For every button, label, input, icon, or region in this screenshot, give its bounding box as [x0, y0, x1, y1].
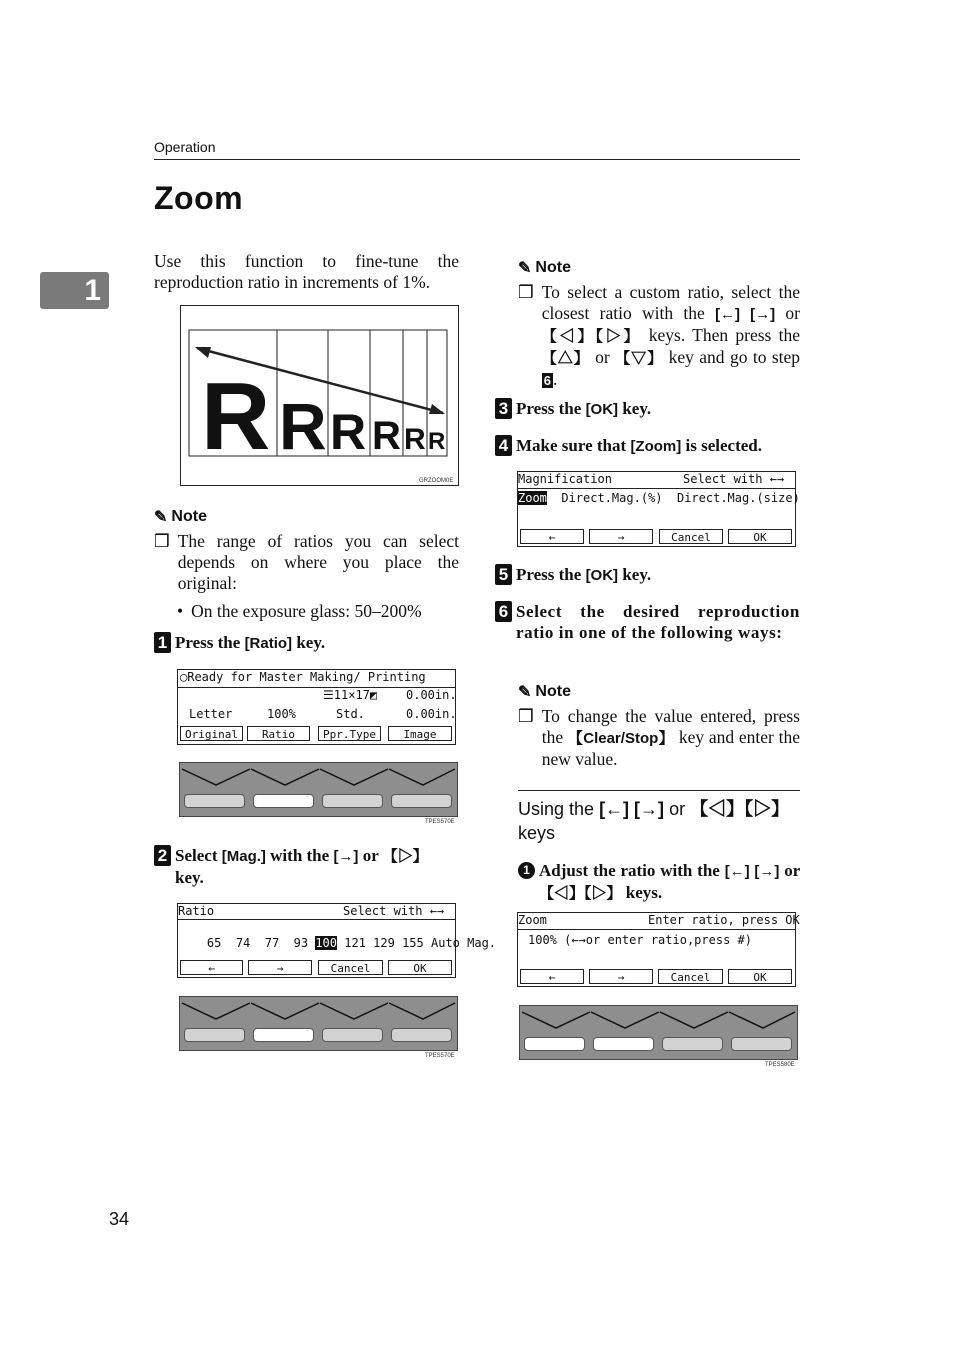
- subsection-title: Using the [←] [→] or 【◁】【▷】 keys: [518, 799, 790, 843]
- right-arrow-key: [→]: [333, 848, 359, 865]
- checkbox-icon: ❒: [518, 706, 534, 726]
- step-reference: 6: [543, 373, 551, 388]
- paper-icon: ☰: [323, 688, 334, 702]
- header-rule: [154, 159, 800, 160]
- ratio-button[interactable]: Ratio: [247, 726, 310, 741]
- step-number: 3: [495, 398, 512, 419]
- lcd-screen-1: ◯Ready for Master Making/ Printing ☰11×17◩ 0.00in. Letter 100% Std. 0.00in. Original Ratio Ppr.Type Image: [177, 669, 456, 745]
- paper-type-button[interactable]: Ppr.Type: [318, 726, 381, 741]
- step-4: 4 Make sure that [Zoom] is selected.: [495, 435, 800, 457]
- right-triangle-key: 【▷】: [382, 848, 428, 865]
- pencil-icon: ✎: [518, 684, 532, 701]
- r-letter-4: R: [372, 414, 401, 458]
- r-letter-2: R: [279, 389, 327, 463]
- left-arrow-button[interactable]: ←: [520, 529, 584, 544]
- page-number: 34: [109, 1209, 130, 1229]
- pencil-icon: ✎: [518, 260, 532, 277]
- selection-keys-panel-3: [519, 1005, 798, 1060]
- original-button[interactable]: Original: [180, 726, 243, 741]
- step-2: 2 Select [Mag.] with the [→] or 【▷】 key.: [154, 845, 459, 888]
- step-number: 1: [154, 632, 171, 653]
- ok-key: [OK]: [585, 401, 619, 418]
- step-number: 5: [495, 564, 512, 585]
- note-item: To change the value entered, press the 【Clear/Stop】 key and enter the new value.: [541, 706, 800, 769]
- selection-key-3[interactable]: [322, 1028, 383, 1042]
- direct-mag-percent-option[interactable]: Direct.Mag.(%): [561, 491, 663, 505]
- step-number: 2: [154, 845, 171, 866]
- left-arrow-button[interactable]: ←: [180, 960, 243, 975]
- right-arrow-button[interactable]: →: [589, 969, 653, 984]
- zoom-figure: [180, 305, 459, 486]
- subsection-rule: [518, 790, 800, 791]
- chapter-tab: 1: [40, 272, 109, 309]
- selection-key-4[interactable]: [731, 1037, 792, 1051]
- clear-stop-key: 【Clear/Stop】: [567, 730, 675, 747]
- step-3: 3 Press the [OK] key.: [495, 398, 800, 420]
- step-1: 1 Press the [Ratio] key.: [154, 632, 459, 654]
- note-label: Note: [171, 508, 207, 525]
- selection-key-3[interactable]: [322, 794, 383, 808]
- checkbox-icon: ❒: [518, 282, 534, 302]
- r-letter-3: R: [330, 404, 367, 460]
- selection-keys-panel-2: [179, 996, 458, 1051]
- selection-key-1[interactable]: [184, 1028, 245, 1042]
- tray-icon: ◩: [369, 688, 378, 702]
- panel-code-3: TPES580E: [765, 1062, 795, 1068]
- cancel-button[interactable]: Cancel: [659, 529, 723, 544]
- right-arrow-button[interactable]: →: [248, 960, 312, 975]
- lcd-screen-4: Zoom Enter ratio, press OK 100% (←→or enter ratio,press #) ← → Cancel OK: [517, 912, 796, 987]
- lcd-status: Ready for Master Making/ Printing: [187, 670, 426, 684]
- ratio-key: [Ratio]: [244, 635, 293, 652]
- r-letter-5: R: [404, 423, 426, 456]
- note-item: To select a custom ratio, select the closest ratio with the [←] [→] or 【◁】【▷】 keys. Then press the 【△】 or 【▽】 key and go to step 6 .: [541, 282, 801, 389]
- ratio-entry-field[interactable]: 100% (←→or enter ratio,press #): [528, 933, 752, 947]
- selection-key-4[interactable]: [391, 794, 452, 808]
- note-item: The range of ratios you can select depends on where you place the original:: [177, 531, 459, 593]
- selected-ratio: 100: [315, 936, 337, 950]
- ok-button[interactable]: OK: [388, 960, 452, 975]
- zoom-illustration: [181, 306, 458, 485]
- ok-button[interactable]: OK: [728, 969, 792, 984]
- pencil-icon: ✎: [154, 509, 168, 526]
- step-6: 6 Select the desired reproduction ratio in one of the following ways:: [495, 601, 800, 643]
- step-number: 4: [495, 435, 512, 456]
- selection-key-2[interactable]: [253, 794, 314, 808]
- lcd-screen-3: Magnification Select with ←→ Zoom Direct.Mag.(%) Direct.Mag.(size) ← → Cancel OK: [517, 471, 796, 547]
- note-block-2: [518, 258, 800, 391]
- panel-code-2: TPES570E: [425, 1053, 455, 1059]
- intro-paragraph: Use this function to fine-tune the reproduction ratio in increments of 1%.: [154, 251, 459, 292]
- note-label: Note: [535, 683, 571, 700]
- checkbox-icon: ❒: [154, 531, 170, 551]
- selection-key-2[interactable]: [593, 1037, 654, 1051]
- ok-key: [OK]: [585, 567, 619, 584]
- running-header: Operation: [154, 139, 216, 155]
- page-title: Zoom: [154, 180, 244, 216]
- selection-key-3[interactable]: [662, 1037, 723, 1051]
- substep-number: 1: [518, 862, 535, 879]
- note-bullet: On the exposure glass: 50–200%: [191, 601, 422, 621]
- lcd-screen-2: Ratio Select with ←→ 65 74 77 93 100 121 129 155 Auto Mag. ← → Cancel OK: [177, 903, 456, 978]
- step-number: 6: [495, 601, 512, 622]
- note-block-1: [154, 507, 459, 622]
- r-letter-6: R: [428, 428, 446, 455]
- selection-key-4[interactable]: [391, 1028, 452, 1042]
- cancel-button[interactable]: Cancel: [318, 960, 383, 975]
- selection-key-1[interactable]: [184, 794, 245, 808]
- image-button[interactable]: Image: [388, 726, 452, 741]
- selection-key-2[interactable]: [253, 1028, 314, 1042]
- left-arrow-button[interactable]: ←: [520, 969, 584, 984]
- hourglass-icon: ◯: [180, 670, 188, 684]
- direct-mag-size-option[interactable]: Direct.Mag.(size): [676, 491, 800, 505]
- right-arrow-button[interactable]: →: [589, 529, 653, 544]
- note-block-3: [518, 682, 800, 770]
- note-label: Note: [535, 259, 571, 276]
- mag-key: [Mag.]: [221, 848, 266, 865]
- big-r-letter: R: [201, 363, 271, 470]
- figure-code: GRZOOM0E: [419, 478, 454, 484]
- selection-key-1[interactable]: [524, 1037, 585, 1051]
- panel-code-1: TPES570E: [425, 819, 455, 825]
- substep-1: 1 Adjust the ratio with the [←] [→] or 【◁】【▷】 keys.: [518, 860, 800, 904]
- zoom-key: [Zoom]: [630, 438, 682, 455]
- step-5: 5 Press the [OK] key.: [495, 564, 800, 586]
- selection-keys-panel-1: [179, 762, 458, 817]
- bullet-icon: •: [177, 601, 184, 621]
- ok-button[interactable]: OK: [728, 529, 792, 544]
- cancel-button[interactable]: Cancel: [658, 969, 723, 984]
- zoom-option[interactable]: Zoom: [518, 491, 547, 505]
